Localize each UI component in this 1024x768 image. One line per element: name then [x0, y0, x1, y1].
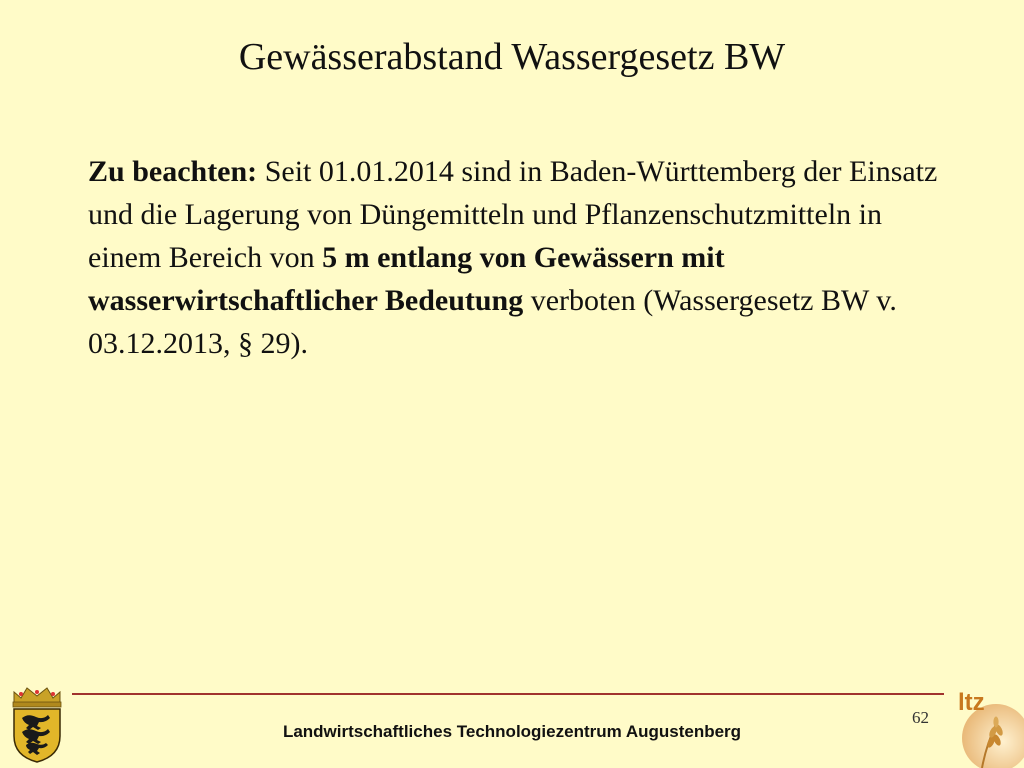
- ltz-logo-icon: [952, 684, 1024, 768]
- paragraph-text-2: verboten (Wassergesetz BW v. 03.12.2013, § 29).: [88, 284, 897, 360]
- footer-organization: Landwirtschaftliches Technologiezentrum Augustenberg: [282, 722, 742, 741]
- page-number: 62: [912, 708, 929, 727]
- ltz-logo-text: ltz: [958, 689, 985, 716]
- footer-divider: [72, 693, 944, 695]
- paragraph-label: Zu beachten:: [88, 155, 258, 188]
- paragraph-text-1: Seit 01.01.2014 sind in Baden-Württemberg der Einsatz und die Lagerung von Düngemitteln und Pflanzenschutzmitteln in einem Bereich von: [88, 155, 938, 274]
- paragraph-emphasis: 5 m entlang von Gewässern mit wasserwirtschaftlicher Bedeutung: [88, 241, 725, 317]
- slide-paragraph: [88, 150, 948, 365]
- slide-title: Gewässerabstand Wassergesetz BW: [238, 36, 786, 78]
